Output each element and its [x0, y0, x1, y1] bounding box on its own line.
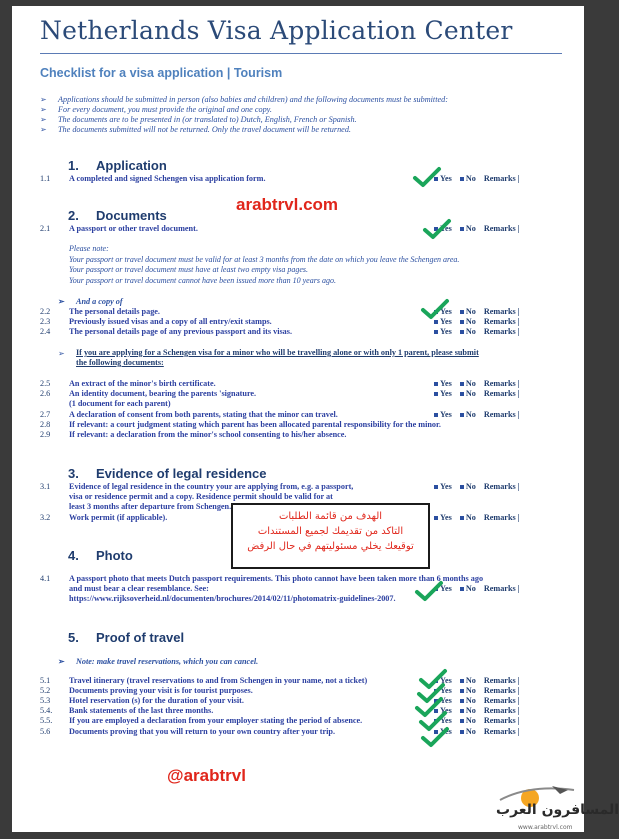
intro-item: ➢ Applications should be submitted in person (also babies and children) and the following documents must be submitted: [40, 95, 448, 104]
answer-options[interactable]: Yes No Remarks | [434, 307, 520, 316]
item-number: 5.2 [40, 686, 51, 695]
annotation-line: التاكد من تقديمك لجميع المستندات [257, 526, 404, 537]
item-number: 5.6 [40, 727, 51, 736]
checklist-page [12, 6, 619, 832]
item-text: and must bear a clear resemblance. See: [69, 584, 209, 593]
page-subtitle: Checklist for a visa application | Tourism [40, 66, 283, 80]
answer-options[interactable]: Yes No Remarks | [434, 389, 520, 398]
item-text: If you are employed a declaration from your employer stating the period of absence. [69, 716, 363, 725]
item-text: Evidence of legal residence in the country your are applying from, e.g. a passport, [69, 482, 354, 491]
answer-options[interactable]: Yes No Remarks | [434, 327, 520, 336]
item-text: Documents proving that you will return to your own country after your trip. [69, 727, 336, 736]
section-heading: 3. Evidence of legal residence [68, 466, 267, 481]
item-text: A completed and signed Schengen visa application form. [69, 174, 266, 183]
arrow-icon: ➢ [58, 349, 65, 358]
arrow-icon: ➢ [58, 657, 65, 666]
section-heading: 5. Proof of travel [68, 630, 185, 645]
item-text: Hotel reservation (s) for the duration of your visit. [69, 696, 244, 705]
section-heading: 1. Application [68, 158, 167, 173]
intro-item: ➢ The documents submitted will not be returned. Only the travel document will be returned. [40, 125, 351, 134]
section-heading: 4. Photo [68, 548, 133, 563]
intro-item: ➢ The documents are to be presented in (or translated to) Dutch, English, French or Spanish. [40, 115, 357, 124]
item-text: The personal details page. [69, 307, 160, 316]
answer-options[interactable]: Yes No Remarks | [434, 174, 520, 183]
annotation-line: توقيعك يخلي مسئوليتهم في حال الرفض [247, 541, 414, 552]
annotation-box [231, 503, 430, 569]
item-number: 4.1 [40, 574, 51, 583]
arrow-icon: ➢ [40, 115, 47, 124]
arrow-icon: ➢ [58, 297, 65, 306]
answer-options[interactable]: Yes No Remarks | [434, 410, 520, 419]
item-text: least 3 months after departure from Schengen. [69, 502, 232, 511]
item-text: The personal details page of any previous passport and its visas. [69, 327, 292, 336]
item-number: 5.5. [40, 716, 53, 725]
item-text: Travel itinerary (travel reservations to and from Schengen in your name, not a ticket) [69, 676, 368, 685]
logo-text: المسافرون العرب [496, 802, 619, 818]
answer-options[interactable]: Yes No Remarks | [434, 482, 520, 491]
item-text: A declaration of consent from both parents, stating that the minor can travel. [69, 410, 338, 419]
item-text: A passport or other travel document. [69, 224, 198, 233]
item-number: 2.8 [40, 420, 51, 429]
answer-options[interactable]: Yes No Remarks | [434, 727, 520, 736]
checkmark-icon [422, 218, 452, 240]
minor-note [58, 348, 76, 358]
arrow-icon: ➢ [40, 95, 47, 104]
section-heading: 2. Documents [68, 208, 167, 223]
logo-url: www.arabtrvl.com [518, 824, 573, 831]
item-number: 2.6 [40, 389, 51, 398]
travel-note: ➢ Note: make travel reservations, which you can cancel. [58, 657, 259, 666]
item-text: Documents proving your visit is for tourist purposes. [69, 686, 253, 695]
item-text: A passport photo that meets Dutch passport requirements. This photo cannot have been taken more than 6 months ago [69, 574, 484, 583]
answer-options[interactable]: Yes No Remarks | [434, 696, 520, 705]
please-note-label: Please note: [69, 244, 109, 253]
item-number: 5.4. [40, 706, 53, 715]
item-link[interactable]: https://www.rijksoverheid.nl/documenten/brochures/2014/02/11/photomatrix-guidelines-2007. [69, 594, 396, 603]
item-text: Previously issued visas and a copy of all entry/exit stamps. [69, 317, 272, 326]
minor-note-line: the following documents: [76, 358, 164, 367]
item-number: 2.9 [40, 430, 51, 439]
checkmark-icon [420, 726, 450, 748]
item-number: 2.5 [40, 379, 51, 388]
note-line: Your passport or travel document must be valid for at least 3 months from the date on which you leave the Schengen area. [69, 255, 460, 264]
answer-options[interactable]: Yes No Remarks | [434, 706, 520, 715]
answer-options[interactable]: Yes No Remarks | [434, 584, 520, 593]
checkmark-icon [420, 298, 450, 320]
item-number: 5.1 [40, 676, 51, 685]
answer-options[interactable]: Yes No Remarks | [434, 513, 520, 522]
item-text: If relevant: a declaration from the minor's school consenting to his/her absence. [69, 430, 347, 439]
checkmark-icon [414, 580, 444, 602]
item-number: 2.3 [40, 317, 51, 326]
annotation-line: الهدف من قائمة الطلبات [278, 511, 383, 522]
answer-options[interactable]: Yes No Remarks | [434, 676, 520, 685]
item-text: visa or residence permit and a copy. Residence permit should be valid for at [69, 492, 333, 501]
arrow-icon: ➢ [40, 125, 47, 134]
and-copy-label: ➢ And a copy of [58, 297, 123, 306]
note-line: Your passport or travel document must have at least two empty visa pages. [69, 265, 309, 274]
intro-item: ➢ For every document, you must provide the original and one copy. [40, 105, 272, 114]
item-text: Work permit (if applicable). [69, 513, 168, 522]
answer-options[interactable]: Yes No Remarks | [434, 379, 520, 388]
item-text: An identity document, bearing the parents 'signature. [69, 389, 257, 398]
item-number: 2.1 [40, 224, 51, 233]
minor-note-line: If you are applying for a Schengen visa for a minor who will be travelling alone or with only 1 parent, please submit [76, 348, 479, 357]
item-text: (1 document for each parent) [69, 399, 171, 408]
watermark-text: @arabtrvl [167, 766, 246, 785]
watermark-text: arabtrvl.com [236, 195, 339, 214]
item-number: 3.1 [40, 482, 51, 491]
page-title: Netherlands Visa Application Center [40, 16, 513, 45]
note-line: Your passport or travel document cannot have been issued more than 10 years ago. [69, 276, 336, 285]
item-text: If relevant: a court judgment stating which parent has been allocated parental responsibility for the minor. [69, 420, 441, 429]
item-number: 2.4 [40, 327, 51, 336]
answer-options[interactable]: Yes No Remarks | [434, 224, 520, 233]
checkmark-icon [412, 166, 442, 188]
item-number: 2.2 [40, 307, 51, 316]
answer-options[interactable]: Yes No Remarks | [434, 686, 520, 695]
item-text: Bank statements of the last three months. [69, 706, 214, 715]
title-rule [40, 53, 562, 54]
item-number: 1.1 [40, 174, 51, 183]
site-logo [490, 776, 619, 834]
answer-options[interactable]: Yes No Remarks | [434, 317, 520, 326]
item-number: 3.2 [40, 513, 51, 522]
item-number: 2.7 [40, 410, 51, 419]
answer-options[interactable]: Yes No Remarks | [434, 716, 520, 725]
item-number: 5.3 [40, 696, 51, 705]
arrow-icon: ➢ [40, 105, 47, 114]
item-text: An extract of the minor's birth certificate. [69, 379, 216, 388]
